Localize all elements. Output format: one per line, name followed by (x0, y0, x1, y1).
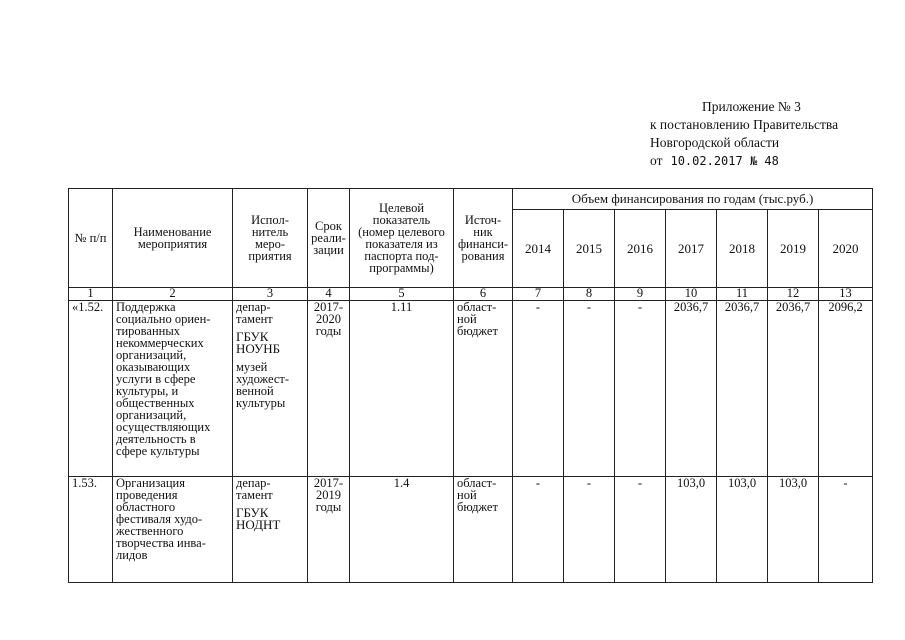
row-source: област-ной бюджет (454, 301, 513, 477)
header-year: 2014 (513, 210, 564, 288)
header-executor: Испол-нитель меро-приятия (233, 189, 308, 288)
row-value: 103,0 (666, 477, 717, 583)
header-year: 2019 (768, 210, 819, 288)
header-name: Наименование мероприятия (113, 189, 233, 288)
column-number: 7 (513, 288, 564, 301)
row-target: 1.4 (350, 477, 454, 583)
executor-line: ГБУК НОУНБ (236, 329, 281, 356)
header-target: Целевой показатель (номер целевого показателя из паспорта под-программы) (350, 189, 454, 288)
column-number: 10 (666, 288, 717, 301)
date-value: 10.02.2017 № 48 (670, 154, 779, 168)
row-value: 2036,7 (768, 301, 819, 477)
column-number: 8 (564, 288, 615, 301)
row-value: - (513, 301, 564, 477)
header-funding: Объем финансирования по годам (тыс.руб.) (513, 189, 873, 210)
executor-line: ГБУК НОДНТ (236, 505, 281, 532)
row-value: 2096,2 (819, 301, 873, 477)
table-row (69, 477, 873, 583)
row-source: област-ной бюджет (454, 477, 513, 583)
row-target: 1.11 (350, 301, 454, 477)
row-value: 103,0 (768, 477, 819, 583)
header-num: № п/п (69, 189, 113, 288)
column-number: 5 (350, 288, 454, 301)
date-line (650, 152, 900, 170)
executor-line: музей художест-венной культуры (236, 360, 290, 410)
row-value: 103,0 (717, 477, 768, 583)
column-number: 12 (768, 288, 819, 301)
header-year: 2015 (564, 210, 615, 288)
column-number: 11 (717, 288, 768, 301)
column-number: 4 (308, 288, 350, 301)
row-term: 2017-2020 годы (308, 301, 350, 477)
appendix-header (650, 98, 900, 170)
resolution-line: к постановлению Правительства (650, 117, 839, 132)
column-number: 3 (233, 288, 308, 301)
row-num: 1.53. (69, 477, 113, 583)
table-row (69, 301, 873, 477)
row-term: 2017-2019 годы (308, 477, 350, 583)
column-numbers-row (69, 288, 873, 301)
row-executor (233, 301, 308, 477)
row-value: - (819, 477, 873, 583)
header-year: 2016 (615, 210, 666, 288)
region-line: Новгородской области (650, 135, 780, 150)
header-source: Источ-ник финанси-рования (454, 189, 513, 288)
row-value: - (513, 477, 564, 583)
row-value: - (615, 301, 666, 477)
column-number: 1 (69, 288, 113, 301)
header-row (69, 189, 873, 210)
column-number: 2 (113, 288, 233, 301)
row-value: 2036,7 (666, 301, 717, 477)
row-name: Поддержка социально ориен-тированных некоммерческих организаций, оказывающих услуги в сфере культуры, и общественных организаций, осуществляющих деятельность в сфере культуры (113, 301, 233, 477)
date-prefix: от (650, 153, 663, 168)
column-number: 9 (615, 288, 666, 301)
header-year: 2018 (717, 210, 768, 288)
column-number: 6 (454, 288, 513, 301)
column-number: 13 (819, 288, 873, 301)
executor-line: депар-тамент (236, 300, 273, 326)
header-year: 2017 (666, 210, 717, 288)
row-value: 2036,7 (717, 301, 768, 477)
row-executor (233, 477, 308, 583)
header-year: 2020 (819, 210, 873, 288)
row-value: - (564, 301, 615, 477)
funding-table (68, 188, 873, 583)
row-name: Организация проведения областного фестиваля худо-жественного творчества инва-лидов (113, 477, 233, 583)
executor-line: депар-тамент (236, 476, 273, 502)
row-value: - (564, 477, 615, 583)
row-num: «1.52. (69, 301, 113, 477)
row-value: - (615, 477, 666, 583)
header-term: Срок реали-зации (308, 189, 350, 288)
appendix-title: Приложение № 3 (702, 99, 801, 114)
